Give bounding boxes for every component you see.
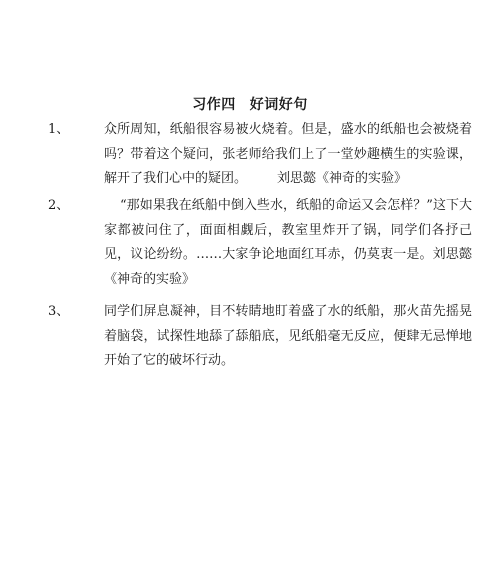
title-part-1: 习作四 bbox=[192, 97, 236, 113]
item-source: 刘思懿《神奇的实验》 bbox=[277, 171, 408, 186]
title-part-2: 好词好句 bbox=[249, 97, 308, 113]
item-number: 1、 bbox=[48, 122, 70, 137]
item-text: “那如果我在纸船中倒入些水，纸船的命运又会怎样？”这下大家都被问住了，面面相觑后，教室里炸开了锅，同学们各抒己见，议论纷纷。……大家争论地面红耳赤，仍莫衷一是。刘思懿《神奇的实验》 bbox=[104, 198, 472, 287]
item-text-block bbox=[104, 194, 472, 292]
item-text: 众所周知，纸船很容易被火烧着。但是，盛水的纸船也会被烧着吗？带着这个疑问，张老师给我们上了一堂妙趣横生的实验课，解开了我们心中的疑团。 bbox=[104, 122, 472, 186]
item-number: 3、 bbox=[48, 304, 70, 319]
item-text-block bbox=[104, 300, 472, 374]
item-text-block bbox=[104, 118, 472, 192]
document-title bbox=[0, 94, 500, 114]
item-text: 同学们屏息凝神，目不转睛地盯着盛了水的纸船，那火苗先摇晃着脑袋，试探性地舔了舔船底，见纸船毫无反应，便肆无忌惮地开始了它的破坏行动。 bbox=[104, 304, 472, 368]
item-number: 2、 bbox=[48, 198, 70, 213]
